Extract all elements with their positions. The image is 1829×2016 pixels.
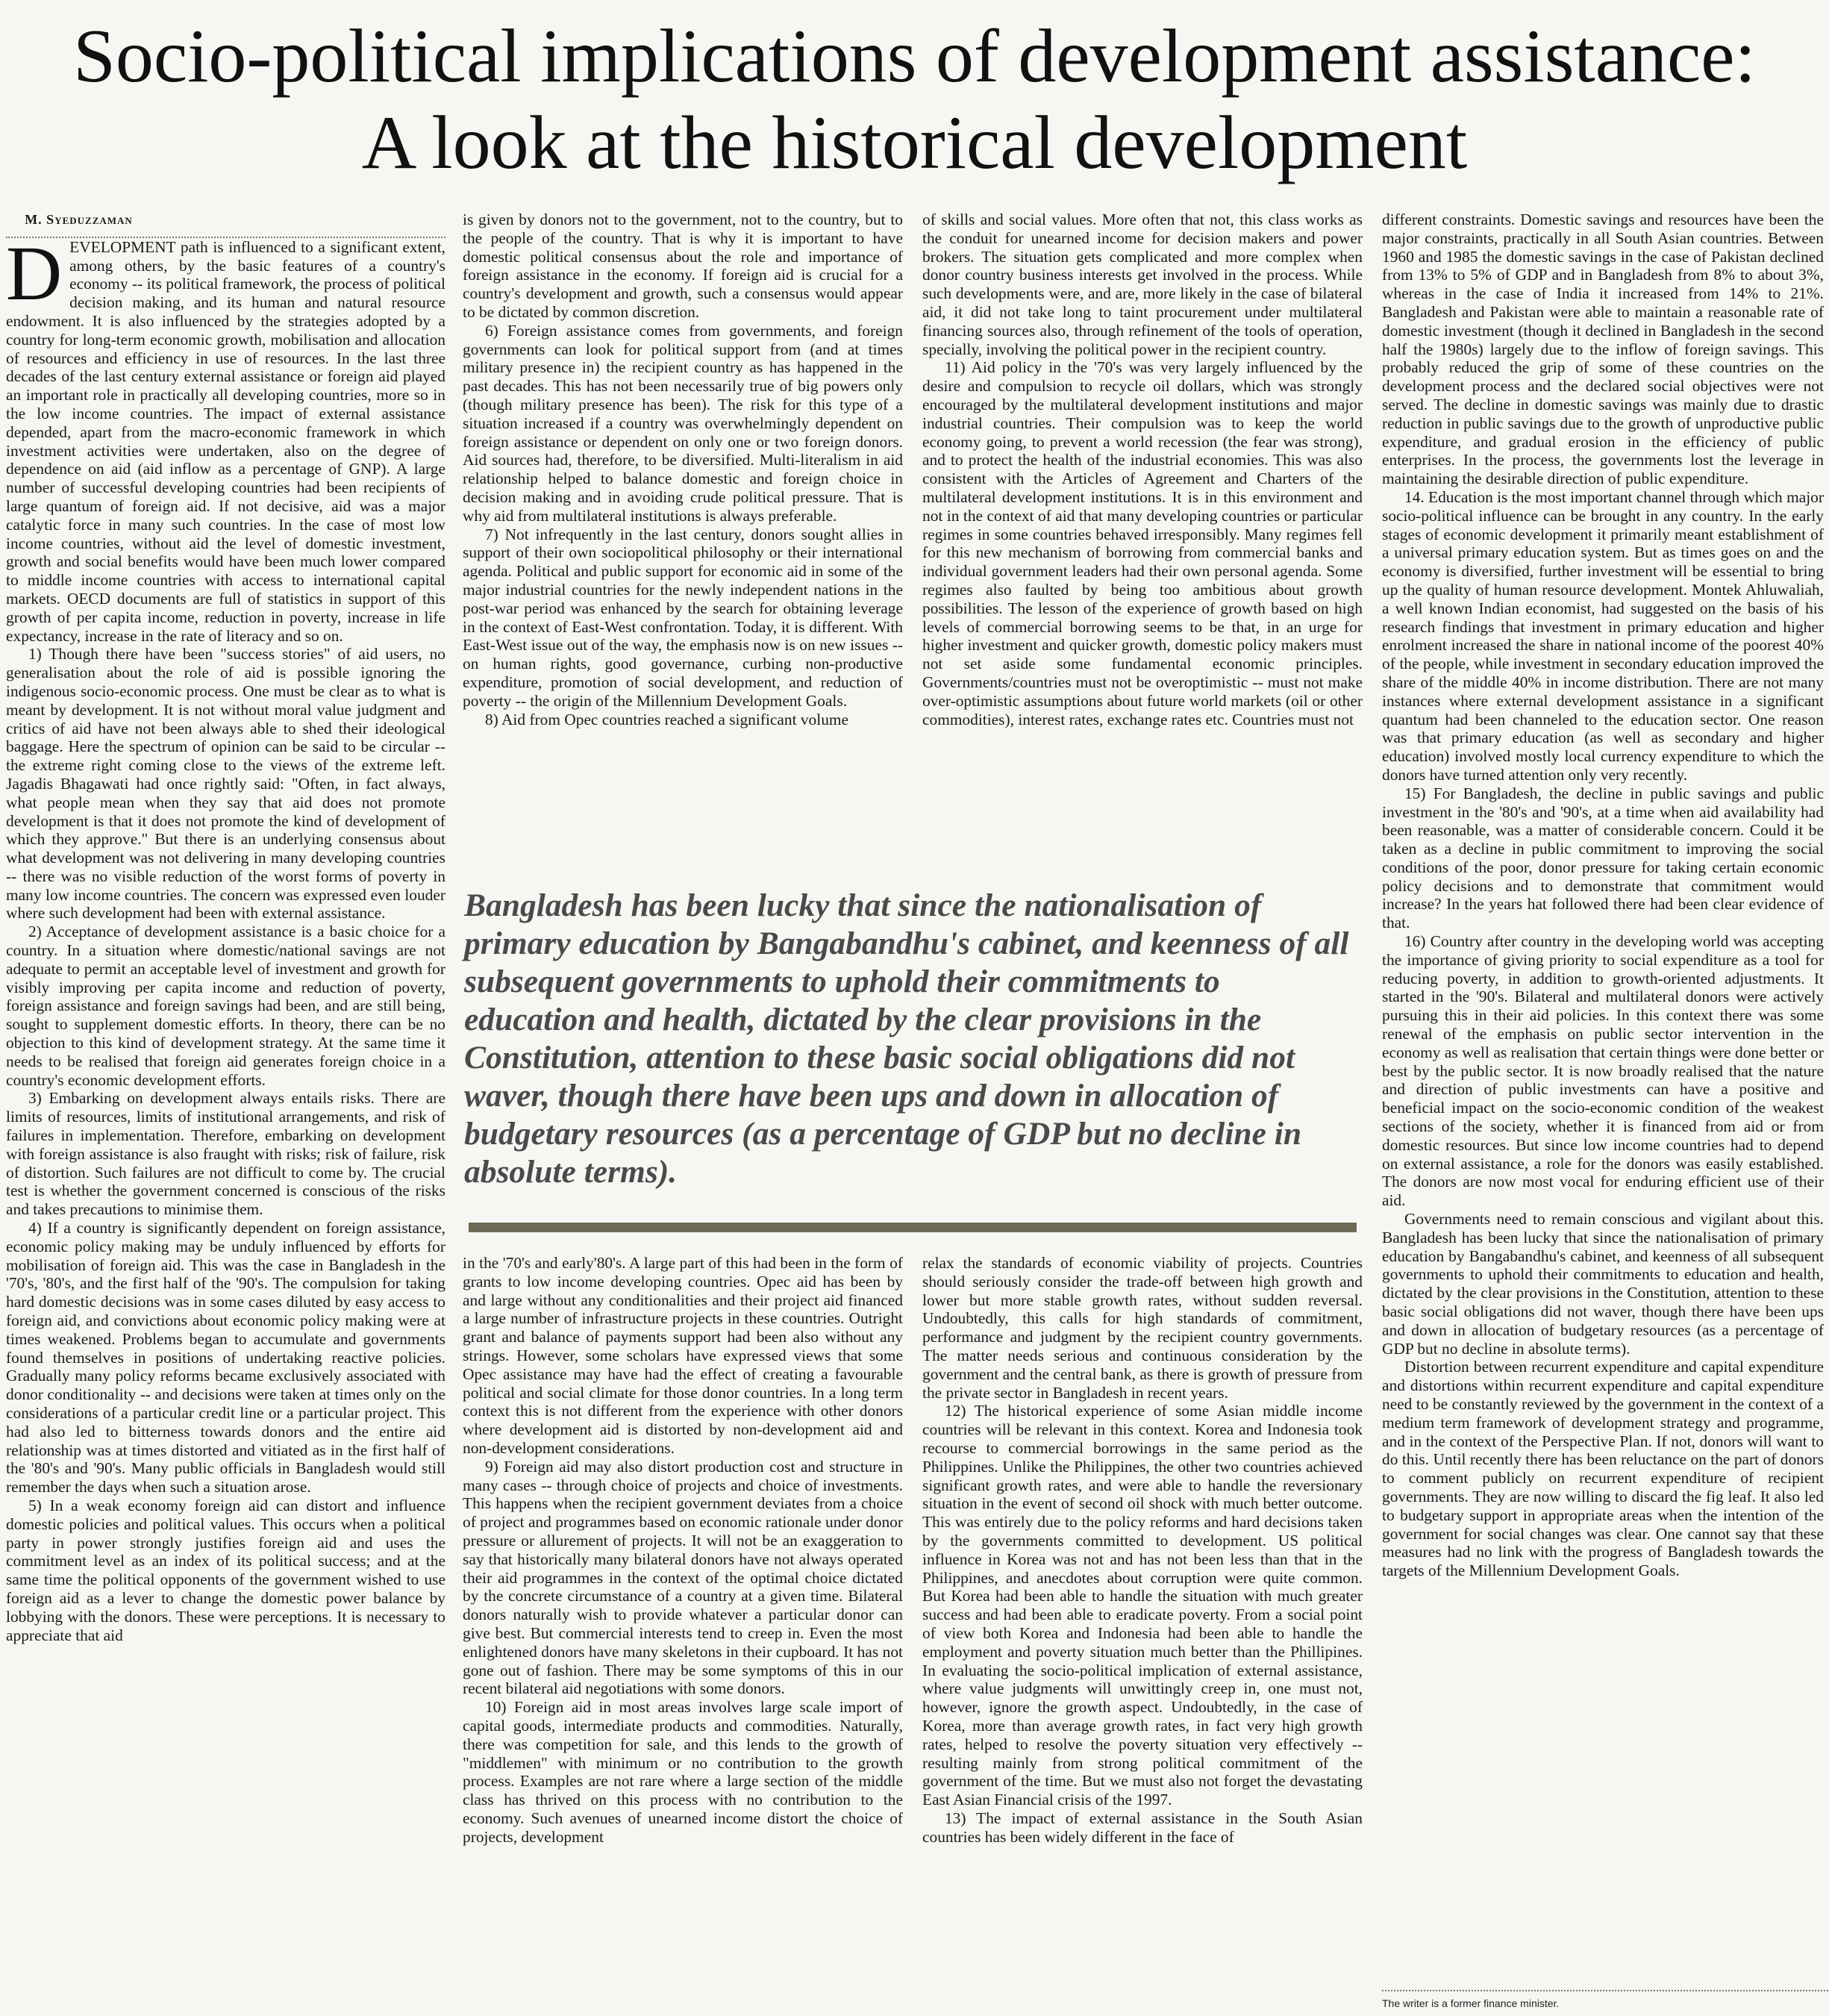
paragraph: 14. Education is the most important channel through which major socio-political influence can be brought in any country. In the early stages of economic development it primarily meant establishment of a universal primary education system. But as times goes on and the economy is diversified, further investment will be essential to bring up the quality of human resource development. Montek Ahluwaliah, a well known Indian economist, had suggested on the basis of his research findings that investment in primary education and higher enrolment increased the share in national income of the poorest 40% of the people, while investment in secondary education improved the share of the middle 40% in income distribution. There are not many instances where external development assistance in a significant quantum had been channeled to the education sector. One reason was that primary education (as well as secondary and higher education) involved mostly local currency expenditure to which the donors have turned attention only very recently. (1382, 487, 1824, 784)
paragraph: 5) In a weak economy foreign aid can distort and influence domestic policies and political values. This occurs when a political party in power strongly justifies foreign aid and uses the commitment level as an index of its political success; and at the same time the political opponents of the government wished to use foreign aid as a lever to change the domestic power balance by lobbying with the donors. These were perceptions. It is necessary to appreciate that aid (6, 1496, 445, 1644)
pull-quote: Bangladesh has been lucky that since the nationalisation of primary education by Bangabandhu's cabinet, and keenness of all subsequent governments to uphold their commitments to education and health, dictated by the clear provisions in the Constitution, attention to these basic social obligations did not waver, though there have been ups and down in allocation of budgetary resources (as a percentage of GDP but no decline in absolute terms). (464, 887, 1349, 1190)
paragraph: Distortion between recurrent expenditure and capital expenditure and distortions within recurrent expenditure and capital expenditure need to be constantly reviewed by the government in the context of a medium term framework of development strategy and programme, and in the context of the Perspective Plan. If not, donors will want to do this. Until recently there has been reluctance on the part of donors to comment publicly on recurrent expenditure of recipient governments. They are now willing to discard the fig leaf. It also led to budgetary support in appropriate areas when the intention of the government for social changes was clear. One cannot say that these measures had no link with the progress of Bangladesh towards the targets of the Millennium Development Goals. (1382, 1358, 1824, 1580)
column-2-top (463, 210, 903, 877)
pull-quote-rule (469, 1223, 1357, 1232)
paragraph: 8) Aid from Opec countries reached a significant volume (484, 710, 849, 728)
paragraph: 13) The impact of external assistance in the South Asian countries has been widely different in the face of (922, 1809, 1363, 1846)
column-2-bottom (463, 1254, 903, 2012)
paragraph: Governments need to remain conscious and vigilant about this. Bangladesh has been lucky that since the nationalisation of primary education by Bangabandhu's cabinet, and keenness of all subsequent governments to uphold their commitments to education and health, dictated by the clear provisions in the Constitution, attention to these basic social obligations did not waver, though there have been ups and down in allocation of budgetary resources (as a percentage of GDP but no decline in absolute terms). (1382, 1210, 1824, 1358)
paragraph: 15) For Bangladesh, the decline in public savings and public investment in the '80's and '90's, at a time when aid availability had been reasonable, was a matter of considerable concern. Could it be taken as a decline in public commitment to improving the social conditions of the poor, donor pressure for taking certain economic policy decisions and to demonstrate that commitment would increase? In the years hat followed there had been clear evidence of that. (1382, 784, 1824, 932)
headline-line-2: A look at the historical development (361, 101, 1468, 185)
column-3-top (922, 210, 1363, 877)
paragraph: in the '70's and early'80's. A large part of this had been in the form of grants to low income developing countries. Opec aid has been by and large without any conditionalities and their project aid financed a large number of infrastructure projects in these countries. Outright grant and balance of payments support had been also without any strings. However, some scholars have expressed views that some Opec assistance may have had the effect of creating a favourable political and social climate for those donor countries. In a long term context this is not different from the experience with other donors where development aid is distorted by non-development aid and non-development considerations. (463, 1254, 903, 1457)
paragraph: is given by donors not to the government, not to the country, but to the people of the country. That is why it is important to have domestic political consensus about the role and importance of foreign assistance in the economy. If foreign aid is crucial for a country's development and growth, such a consensus would appear to be dictated by common discretion. (463, 210, 903, 321)
paragraph: 16) Country after country in the developing world was accepting the importance of giving priority to social expenditure as a tool for reducing poverty, in addition to growth-oriented adjustments. It started in the '90's. Bilateral and multilateral donors were actively pursuing this in their aid policies. In this context there was some renewal of the emphasis on public sector intervention in the economy as well as realisation that certain things were done better or best by the public sector. It is now broadly realised that the nature and direction of public investments can have a positive and beneficial impact on the socio-economic condition of the weakest sections of the society, whether it is financed from aid or from domestic resources. But since low income countries had to depend on external assistance, a role for the donors was easily established. The donors are now most vocal for enduring efficient use of their aid. (1382, 932, 1824, 1210)
column-1 (6, 210, 445, 2011)
headline-line-1: Socio-political implications of development assistance: (73, 14, 1756, 99)
paragraph: of skills and social values. More often that not, this class works as the conduit for unearned income for decision makers and power brokers. The situation gets complicated and more complex when donor country business interests get involved in the process. While such developments were, and are, more likely in the case of bilateral aid, it did not take long to taint procurement under multilateral financing sources also, through refinement of the tools of operation, specially, involving the political power in the recipient country. (922, 210, 1363, 358)
column-4 (1382, 210, 1824, 1983)
column-3-bottom (922, 1254, 1363, 2012)
paragraph: different constraints. Domestic savings and resources have been the major constraints, practically in all South Asian countries. Between 1960 and 1985 the domestic savings in the case of Pakistan declined from 13% to 5% of GDP and in Bangladesh from 8% to about 3%, whereas in the case of India it increased from 14% to 21%. Bangladesh and Pakistan were able to maintain a reasonable rate of domestic investment (though it declined in Bangladesh in the second half the 1980s) largely due to the inflow of foreign savings. This probably reduced the grip of some of these countries on the development process and the declared social objectives were not served. The decline in domestic savings was mainly due to drastic reduction in public savings due to the growth of unproductive public expenditure, and gradual erosion in the efficiency of public enterprises. In the process, the governments lost the leverage in maintaining the desirable direction of public expenditure. (1382, 210, 1824, 488)
paragraph: 11) Aid policy in the '70's was very largely influenced by the desire and compulsion to recycle oil dollars, which was strongly encouraged by the multilateral development institutions and major industrial countries. Their compulsion was to keep the world economy going, to prevent a world recession (the fear was strong), and to protect the health of the industrial economies. This was also consistent with the Articles of Agreement and Charters of the multilateral development institutions. It is in this environment and not in the context of aid that many developing countries or particular regimes in some countries behaved irresponsibly. Many regimes fell for this new mechanism of borrowing from commercial banks and individual government leaders had their own personal agenda. Some regimes also faulted by being too ambitious about growth possibilities. The lesson of the experience of growth based on high levels of commercial borrowing seems to be that, in an urge for higher investment and quicker growth, domestic policy makers must not set aside some fundamental economic principles. Governments/countries must not be overoptimistic -- must not make over-optimistic assumptions about future world markets (oil or other commodities), interest rates, exchange rates etc. Countries must not (922, 358, 1363, 728)
paragraph: 4) If a country is significantly dependent on foreign assistance, economic policy making may be unduly influenced by efforts for mobilisation of foreign aid. This was the case in Bangladesh in the '70's, '80's, and the first half of the '90's. The compulsion for taking hard domestic decisions was in some cases diluted by easy access to foreign aid, and convictions about economic policy making were at times weakened. Problems began to accumulate and governments found themselves in positions of undertaking reactive policies. Gradually many policy reforms became exclusively associated with donor conditionality -- and decisions were taken at times only on the considerations of a particular credit line or a particular project. This had also led to bitterness towards donors and the entire aid relationship was at times distorted and vitiated as in the first half of the '80's and '90's. Many public officials in Bangladesh would still remember the days when such a situation arose. (6, 1219, 445, 1497)
paragraph: 2) Acceptance of development assistance is a basic choice for a country. In a situation where domestic/national savings are not adequate to permit an acceptable level of investment and growth for visibly improving per capita income and reduction of poverty, foreign assistance and foreign savings had been, and are still being, sought to supplement domestic efforts. In theory, there can be no objection to this kind of development strategy. At the same time it needs to be realised that foreign aid generates foreign choice in a country's economic development efforts. (6, 923, 445, 1089)
paragraph: 12) The historical experience of some Asian middle income countries will be relevant in this context. Korea and Indonesia took recourse to commercial borrowings in the same period as the Philippines. Unlike the Philippines, the other two countries achieved significant growth rates, and were able to handle the reversionary situation in the event of second oil shock with much better outcome. This was entirely due to the policy reforms and hard decisions taken by the governments committed to development. US political influence in Korea was not and has not been less than that in the Philippines, and anecdotes about corruption were quite common. But Korea had been able to handle the situation with much greater success and had been able to eradicate poverty. From a social point of view both Korea and Indonesia had been able to handle the employment and poverty situation much better than the Phillipines. In evaluating the socio-political implication of external assistance, where value judgments will unwittingly creep in, one must not, however, ignore the growth aspect. Undoubtedly, in the case of Korea, more than average growth rates, in fact very high growth rates, helped to resolve the poverty situation very effectively --resulting mainly from strong political commitment of the government of the time. But we must also not forget the devastating East Asian Financial crisis of the 1997. (922, 1402, 1363, 1809)
paragraph: 9) Foreign aid may also distort production cost and structure in many cases -- through choice of projects and choice of investments. This happens when the recipient government deviates from a choice of project and programmes based on economic rationale under donor pressure or allurement of projects. It will not be an exaggeration to say that historically many bilateral donors have not always operated their aid programmes in the context of the optimal choice dictated by the concrete circumstance of a country at a given time. Bilateral donors naturally wish to provide whatever a particular donor can give best. But commercial interests tend to creep in. Even the most enlightened donors have many skeletons in their cupboard. It has not gone out of fashion. There may be some symptoms of this in our recent bilateral aid negotiations with some donors. (463, 1457, 903, 1698)
paragraph: 10) Foreign aid in most areas involves large scale import of capital goods, intermediate products and commodities. Naturally, there was competition for sale, and this lends to the growth of "middlemen" with minimum or no contribution to the growth process. Examples are not rare where a large section of the middle class has thrived on this process with no contribution to the economy. Such avenues of unearned income distort the choice of projects, development (463, 1698, 903, 1846)
drop-cap: D (6, 230, 63, 316)
paragraph: relax the standards of economic viability of projects. Countries should seriously consider the trade-off between high growth and lower but more stable growth rates, without sudden reversal. Undoubtedly, this calls for high standards of commitment, performance and judgment by the recipient country governments. The matter needs serious and continuous consideration by the government and the central bank, as there is growth of pressure from the private sector in Bangladesh in recent years. (922, 1254, 1363, 1402)
byline: M. Syeduzzaman (6, 210, 445, 238)
paragraph: 6) Foreign assistance comes from governments, and foreign governments can look for political support from (and at times military presence in) the recipient country as has happened in the past decades. This has not been necessarily true of big powers only (though military presence has been). The risk for this type of a situation increased if a country was overwhelmingly dependent on foreign assistance or dependent on only one or two foreign donors. Aid sources had, therefore, to be diversified. Multi-literalism in aid relationship helped to balance domestic and foreign choice in decision making and in avoiding crude political pressure. That is why aid from multilateral institutions is always preferable. (463, 321, 903, 525)
headline (0, 13, 1829, 187)
author-note: The writer is a former finance minister. (1382, 1990, 1828, 2009)
paragraph: 1) Though there have been "success stories" of aid users, no generalisation about the role of aid is possible ignoring the indigenous socio-economic process. One must be clear as to what is meant by development. It is not without moral value judgment and critics of aid have not been always able to shed their ideological baggage. Here the spectrum of opinion can be said to be circular -- the extreme right coming close to the views of the extreme left. Jagadis Bhagawati had once rightly said: "Often, in fact always, what people mean when they say that aid does not promote development is that it does not promote the kind of development of which they approve." But there is an underlying consensus about what development was not delivering in many developing countries -- there was no visible reduction of the worst forms of poverty in many low income countries. The concern was expressed even louder where such development had been with external assistance. (6, 645, 445, 923)
lead-text: EVELOPMENT path is influenced to a significant extent, among others, by the basic features of a country's economy -- its political framework, the process of political decision making, and its human and natural resource endowment. It is also influenced by the strategies adopted by a country for long-term economic growth, mobilisation and allocation of resources and efficiency in use of resources. In the last three decades of the last century external assistance or foreign aid played an important role in practically all developing countries, more so in the low income countries. The impact of external assistance depended, apart from the macro-economic framework in which investment activities were undertaken, also on the degree of dependence on aid (aid inflow as a percentage of GNP). A large number of successful developing countries had been recipients of large quantum of foreign aid. If not decisive, aid was a major catalytic force in many such countries. In the case of most low income countries, without aid the level of domestic investment, growth and social benefits would have been much lower compared to middle income countries with access to international capital markets. OECD documents are full of statistics in support of this growth of per capita income, reduction in poverty, increase in life expectancy, increase in the rate of literacy and so on. (6, 237, 445, 645)
lead-paragraph (6, 230, 445, 646)
paragraph: 3) Embarking on development always entails risks. There are limits of resources, limits of institutional arrangements, and risk of failures in implementation. Therefore, embarking on development with foreign assistance is also fraught with risks; risk of failure, risk of distortion. Such failures are not difficult to come by. The crucial test is whether the government concerned is conscious of the risks and takes precautions to minimise them. (6, 1089, 445, 1219)
paragraph: 7) Not infrequently in the last century, donors sought allies in support of their own sociopolitical philosophy or their international agenda. Political and public support for economic aid in some of the major industrial countries for the newly independent nations in the post-war period was enhanced by the search for obtaining leverage in the context of East-West confrontation. Today, it is different. With East-West issue out of the way, the emphasis now is on new issues -- on human rights, good governance, curbing non-productive expenditure, promotion of social development, and reduction of poverty -- the origin of the Millennium Development Goals. (463, 525, 903, 710)
